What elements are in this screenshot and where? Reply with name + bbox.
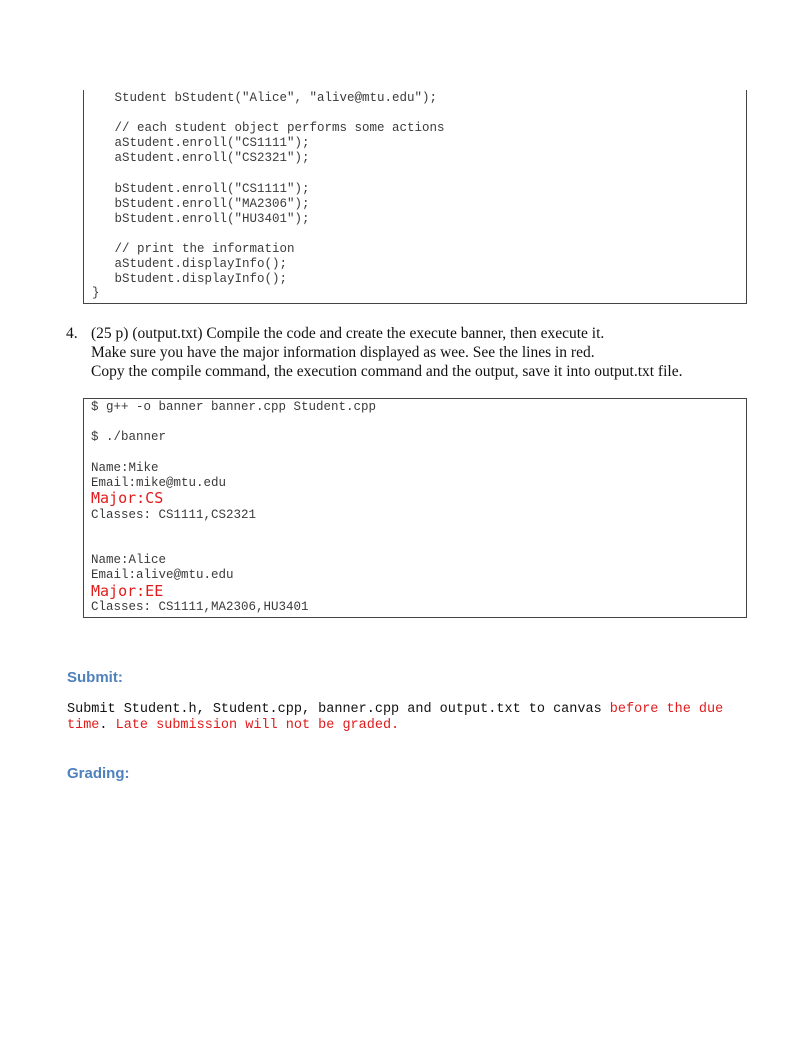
code-line: bStudent.enroll("HU3401"); [92, 212, 310, 226]
grading-heading: Grading: [67, 765, 130, 782]
run-command: $ ./banner [91, 430, 167, 444]
submit-period: . [99, 717, 116, 733]
code-line: bStudent.enroll("CS1111"); [92, 182, 310, 196]
code-closing-brace: } [92, 286, 100, 300]
submit-heading: Submit: [67, 669, 123, 686]
code-line: bStudent.enroll("MA2306"); [92, 197, 310, 211]
question-line-1: (25 p) (output.txt) Compile the code and create the execute banner, then execute it. [91, 325, 605, 342]
code-block-output [83, 398, 747, 618]
output-email: Email:mike@mtu.edu [91, 476, 227, 490]
submit-deadline-red: before the due time [67, 702, 724, 733]
code-line: bStudent.displayInfo(); [92, 272, 288, 286]
question-line-2: Make sure you have the major information displayed as wee. See the lines in red. [91, 344, 595, 361]
output-classes: Classes: CS1111,CS2321 [91, 508, 257, 522]
submit-instructions [67, 702, 767, 733]
submit-late-warning-red: Late submission will not be graded. [115, 717, 400, 733]
code-comment: // print the information [92, 242, 295, 256]
question-number: 4. [66, 325, 78, 342]
output-classes: Classes: CS1111,MA2306,HU3401 [91, 600, 309, 614]
code-line: aStudent.enroll("CS1111"); [92, 136, 310, 150]
output-major-red: Major:EE [91, 582, 164, 600]
output-email: Email:alive@mtu.edu [91, 568, 234, 582]
code-block-main [83, 90, 747, 304]
submit-plain-text: Submit Student.h, Student.cpp, banner.cpp and output.txt to canvas [67, 702, 610, 717]
code-line: Student bStudent("Alice", "alive@mtu.edu"); [92, 91, 438, 105]
output-name: Name:Alice [91, 553, 167, 567]
question-line-3: Copy the compile command, the execution command and the output, save it into output.txt file. [91, 363, 683, 380]
code-line: aStudent.displayInfo(); [92, 257, 288, 271]
output-major-red: Major:CS [91, 489, 164, 507]
code-comment: // each student object performs some actions [92, 121, 445, 135]
output-name: Name:Mike [91, 461, 159, 475]
question-text [91, 324, 682, 381]
code-line: aStudent.enroll("CS2321"); [92, 151, 310, 165]
compile-command: $ g++ -o banner banner.cpp Student.cpp [91, 400, 377, 414]
